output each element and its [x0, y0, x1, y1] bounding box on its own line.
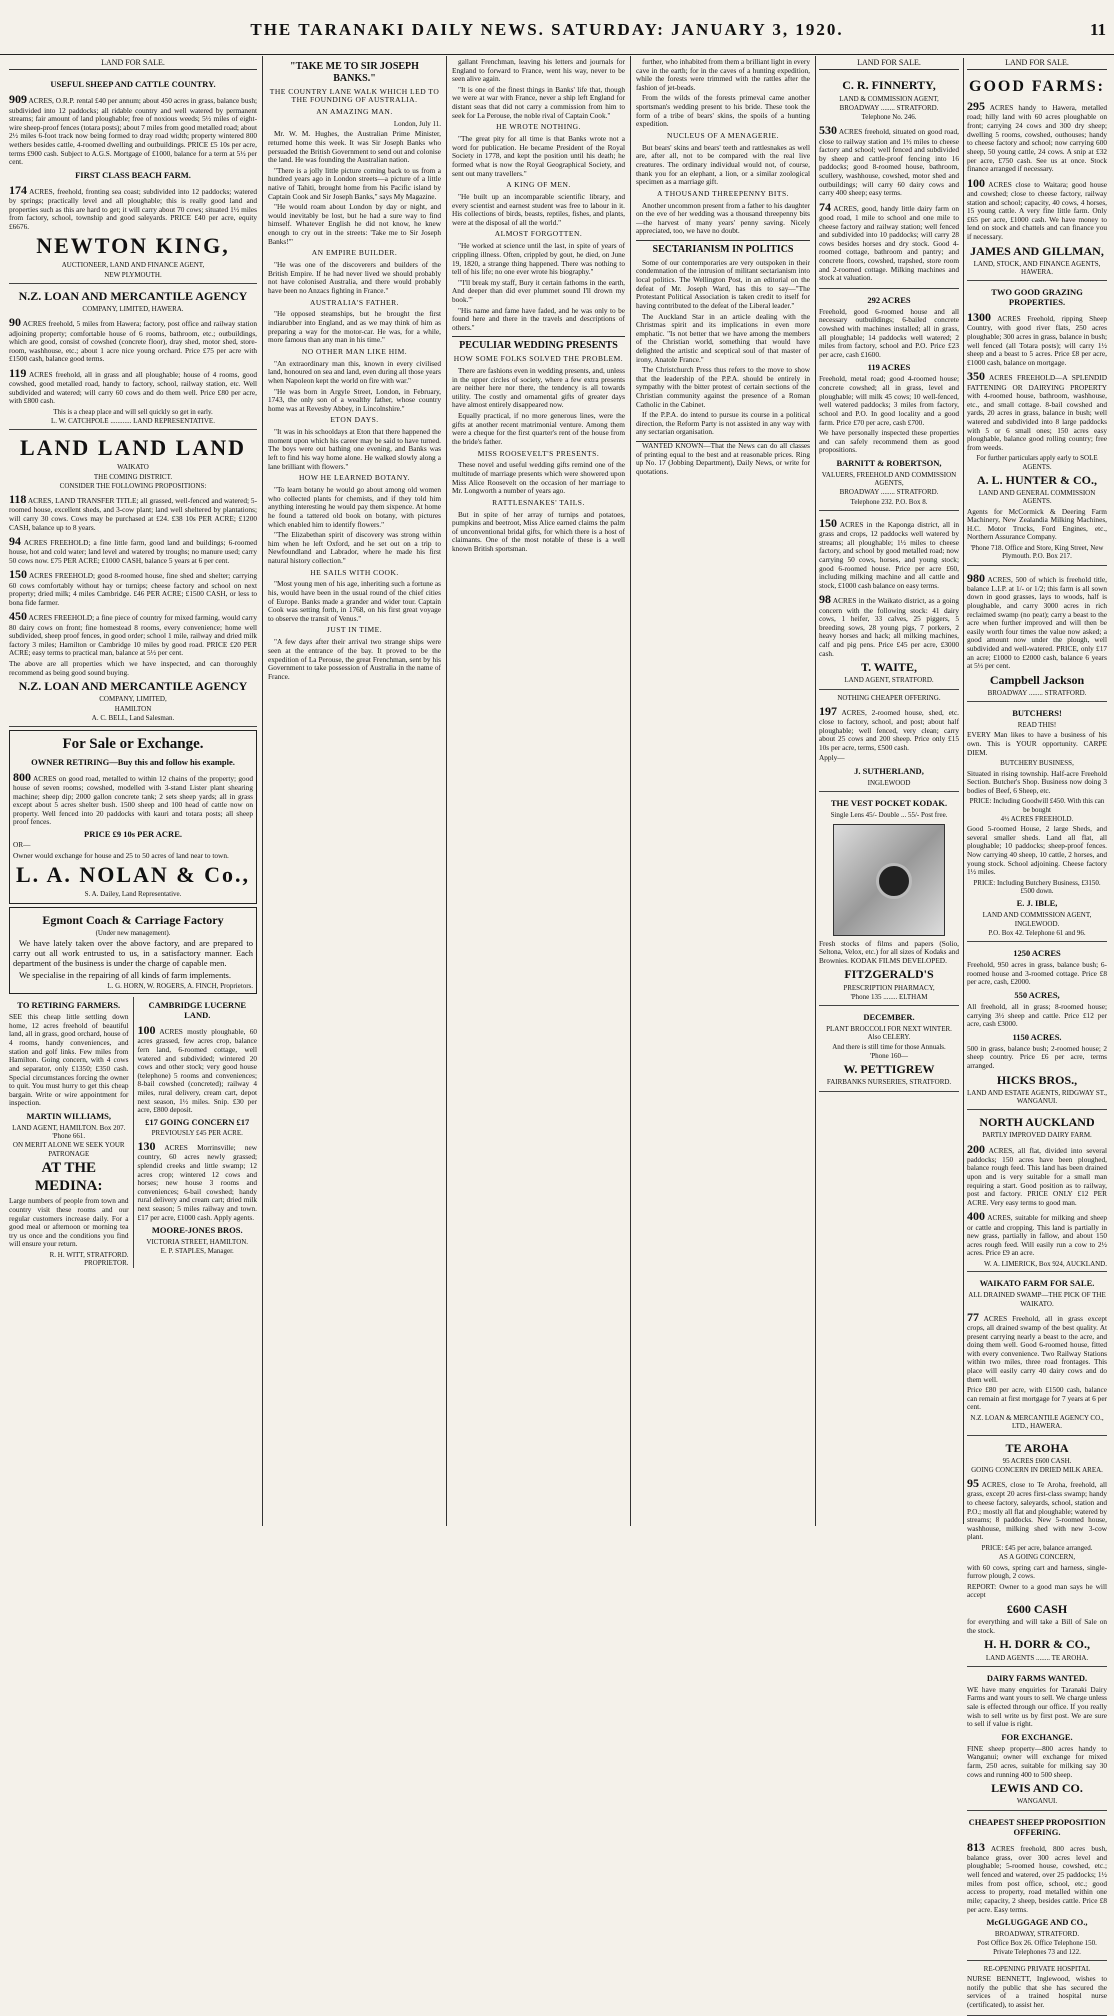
ad-mcgluggage [967, 1811, 1107, 1961]
agent-subtitle: FAIRBANKS NURSERIES, STRATFORD. [826, 1078, 952, 1087]
agent-subtitle: LAND AND ESTATE AGENTS, RIDGWAY ST., WANGANUI. [967, 1088, 1107, 1105]
property-listing: 94 ACRES FREEHOLD; a fine little farm, good land and buildings; 6-roomed house, hot and cold water; land level and watered by troughs; no manure used; carry 50 cows now. £75 PER ACRE; £1000 CASH, balance 5 years at 6 per cent. [9, 534, 258, 565]
ad-subtitle: OWNER RETIRING—Buy this and follow his example. [31, 756, 235, 767]
article-paragraph: "It was in his schooldays at Eton that there happened the moment upon which his career may be said to have turned. The boys were out bathing one evening, and Banks was left to find his way home alone. He walked slowly along a lane brilliant with flowers." [268, 427, 441, 471]
ad-title: GOOD FARMS: [969, 78, 1105, 96]
article-subhead: ETON DAYS. [330, 415, 379, 425]
section-header: LAND FOR SALE. [9, 58, 257, 70]
article-subhead: RATTLESNAKES' TAILS. [492, 497, 585, 507]
article-paragraph: "He was born in Argyle Street, London, in February, 1743, the only son of a wealthy father, whose country home was at Revesby Abbey, in Lincolnshire." [268, 386, 441, 413]
article-paragraph: "He opposed steamships, but he brought the first indiarubber into England, and as we may think of him as preparing a way for the motor-car. He was, for a while, more famous than any man in his time." [268, 309, 441, 345]
agent-subtitle: LAND AGENTS ........ TE AROHA. [985, 1653, 1089, 1662]
article-paragraph: "He would roam about London by day or night, and would inevitably be lost, but he had a sure way to find himself. Whatever English he did not know, he knew enough to cry out in the streets: 'Take me to Sir Joseph Banks!'" [268, 202, 441, 246]
article-paragraph: "Most young men of his age, inheriting such a fortune as his, would have been in the usual round of the chief cities of Europe. Banks made a grander and wider tour. Captain Cook was setting forth, in 1768, on his first great voyage to observe the transit of Venus." [268, 579, 441, 623]
ad-heading: TO RETIRING FARMERS. [17, 1000, 121, 1011]
article-subhead: JUST IN TIME. [326, 625, 383, 635]
agent-town: HAMILTON [114, 704, 152, 713]
article-subhead: A KING OF MEN. [506, 180, 571, 190]
column-4 [630, 56, 815, 1526]
price: PRICE: £45 per acre, balance arranged. [981, 1544, 1093, 1553]
exchange-text: Owner would exchange for house and 25 to 50 acres of land near to town. [13, 850, 229, 860]
column-2 [262, 56, 446, 1526]
agent-telephone: Post Office Box 26. Office Telephone 150. Private Telephones 73 and 122. [977, 1939, 1097, 1956]
manager: E. P. STAPLES, Manager. [160, 1247, 234, 1256]
agent-name: L. A. NOLAN & Co., [15, 862, 250, 888]
price: PRICE £9 10s PER ACRE. [84, 829, 182, 840]
bottom-row [9, 997, 257, 1267]
wanted-known-notice: WANTED KNOWN—That the News can do all classes of printing equal to the best and at reasonable prices. Ring up No. 17 (Jobbing Department), Daily News, or write for quotations. [636, 441, 810, 476]
article-subhead: A THOUSAND THREEPENNY BITS. [656, 188, 790, 198]
property-listing: 100 ACRES close to Waitara; good house and cowshed; close to cheese factory, railway station and school; capacity, 40 cows, 4 horses, 15 young cattle. A very fine little farm. Only £65 per acre, £1000 cash. We have money to lend on stock and chattels and can finance you if necessary. [967, 175, 1107, 241]
ad-heading: FIRST CLASS BEACH FARM. [75, 169, 191, 180]
article-paragraph: Another uncommon present from a father to his daughter on the eve of her wedding was a thousand threepenny bits—the harvest of many years' penny saving. Nicely appreciated, too, we have no doubt. [636, 200, 810, 236]
article-paragraph: "The Elizabethan spirit of discovery was strong within him when he left Oxford, and he set out on a trip to Newfoundland and Labrador, where he made his first natural history collection." [268, 530, 441, 565]
property-listing: 90 ACRES freehold, 5 miles from Hawera; factory, post office and railway station adjoining property; comfortable house of 6 rooms, bathroom, etc.; outbuildings, which are good, consist of cowshed (concrete floor), dray shed, motor shed, store-room, washhouse, etc.; about 1 acre nice young orchard. Price £75 per acre with £1500 cash, balance good terms. [9, 315, 257, 364]
ad-body: for everything and will take a Bill of Sale on the stock. [967, 1617, 1107, 1635]
ad-title: LAND LAND LAND [19, 435, 246, 461]
ad-subtitle: GOING CONCERN IN DRIED MILK AREA. [971, 1465, 1103, 1474]
ad-subtitle: READ THIS! [1017, 721, 1057, 730]
property-listing: 150 ACRES in the Kaponga district, all in grass and crops, 12 paddocks well watered by streams; all ploughable; 1½ miles to cheese factory, and school by good metalled road; now carrying 50 cows, horses, and young stock; good 6-roomed house. Price per acre £60, including milking machine and all cattle and stock, £1000 cash balance on easy terms. [819, 515, 959, 590]
ad-body: SEE this cheap little settling down home, 12 acres freehold of beautiful land, all in grass, good orchard, house of 4 rooms, handy conveniences, and station and golf links. Few miles from Hamilton. Going concern, with 4 cows and separator, only £1350; £350 cash. Special circumstances forcing the owner to quit. You must hurry to get this cheap bargain. Write or wire appointment for inspection. [9, 1012, 129, 1108]
property-listing: Good 5-roomed House, 2 large Sheds, and several smaller sheds. Land all flat, all ploughable; 10 paddocks; sheep-proof fences. Now carrying 40 sheep, 10 cattle, 2 horses, and young stock. School adjoining. Cheese factory 1½ miles. [967, 824, 1107, 877]
article-paragraph: "He worked at science until the last, in spite of years of crippling illness. Often, crippled by gout, he died, on June 19, 1820, a strange thing happened. There was nothing to tell of his life; no one ever wrote his biography." [452, 241, 625, 277]
agent-subtitle: LAND AGENT, HAMILTON. Box 207. 'Phone 661. [12, 1123, 126, 1141]
agent-name: N.Z. LOAN AND MERCANTILE AGENCY [18, 288, 248, 303]
ad-waikato-land [9, 430, 257, 727]
representative: L. W. CATCHPOLE ............ LAND REPRESENTATIVE. [51, 417, 215, 426]
newspaper-title: THE TARANAKI DAILY NEWS. SATURDAY: JANUARY 3, 1920. [250, 20, 844, 39]
article-paragraph: "There is a jolly little picture coming back to us from a hundred years ago in London streets—a picture of a little native of Tahiti, brought home from his Pacific island by Captain Cook and Sir Joseph Banks," says My Magazine. [268, 165, 441, 201]
note: The above are all properties which we have inspected, and can thoroughly recommend as being good sound buying. [9, 659, 257, 677]
pharmacy-subtitle: PRESCRIPTION PHARMACY, [843, 983, 935, 992]
agent-town: WANGANUI. [1016, 1797, 1058, 1806]
agent-name: E. J. IBLE, [1016, 898, 1058, 909]
agent-subtitle: AUCTIONEER, LAND AND FINANCE AGENT, [61, 261, 205, 270]
article-subhead: NUCLEUS OF A MENAGERIE. [667, 130, 779, 140]
agent-name: N.Z. LOAN & MERCANTILE AGENCY CO., LTD., HAWERA. [970, 1414, 1104, 1431]
property-listing: 980 ACRES, 500 of which is freehold title, balance L.I.P. at 1/- or 1/2; this farm is all sown down in good grasses, lays to woods, half is ploughable, and carry 3000 acres in rich reclaimed swamp (no peat); carry a beast to the acre when further improved and will then be easily worth four times the value now asked; a good amount now under the plough, well subdivided and well-watered. PRICE, only £17 an acre; £1000 to £2000 cash, balance 6 years at 5½ per cent. [967, 570, 1107, 671]
ad-heading: DECEMBER. [863, 1012, 915, 1023]
ad-body: And there is still time for those Annuals. [832, 1042, 946, 1051]
apply-label: Apply— [819, 753, 845, 763]
property-listing: 174 ACRES, freehold, fronting sea coast; subdivided into 12 paddocks; watered by springs; practically level and all ploughable; this is really good land and properties such as this are hard to get; it will carry about 70 cows; situated 1½ miles from factory, school, township and good saleyards. PRICE £40 per acre, equity £6676. [9, 182, 257, 231]
article-paragraph: Equally practical, if no more generous lines, were the gifts at another recent matrimonial venture. Among them were a cheque for the first quarter's rent of the house from the bride's father. [452, 411, 625, 446]
ad-heading: THE VEST POCKET KODAK. [830, 798, 948, 809]
agent-address: BROADWAY, STRATFORD. [994, 1930, 1080, 1939]
ad-heading: FOR EXCHANGE. [1001, 1731, 1073, 1742]
article-subhead: HOW SOME FOLKS SOLVED THE PROBLEM. [453, 354, 624, 364]
ad-north-auckland [967, 1110, 1107, 1272]
property-listing: 150 ACRES FREEHOLD; good 8-roomed house, fine shed and shelter; carrying 60 cows comfortably without hay or turnips; cheese factory and school on next property; dried milk; 4 miles Cambridge. £46 PER ACRE; £1500 CASH, or less to bona fide farmer. [9, 567, 257, 607]
ad-subtitle: ALL DRAINED SWAMP—THE PICK OF THE WAIKATO. [968, 1291, 1106, 1308]
ad-body: We have lately taken over the above factory, and are prepared to carry out all work entrusted to us, in a satisfactory manner. Each department of the business is under the charge of capable men. [13, 937, 253, 968]
agent-name: LEWIS AND CO. [991, 1781, 1083, 1796]
ad-finnerty [819, 73, 959, 288]
agent-subtitle: LAND AGENT, STRATFORD. [844, 676, 934, 685]
agent-town: INGLEWOOD [867, 779, 911, 788]
property-listing: 130 ACRES Morrinsville; new country, 60 acres newly grassed; splendid creeks and little swamp; 12 acres crop; wintered 12 cows and horses; new house 3 rooms and conveniences; 6-bail cowshed; handy rural delivery and cream cart; dried milk next season; 5 miles railway and town. £17 per acre, £1000 cash. Apply agents. [137, 1139, 257, 1222]
property-listing: 98 ACRES in the Waikato district, as a going concern with the following stock: 41 dairy cows, 1 heifer, 33 calves, 25 piggers, 5 breeding sows, 28 young pigs, 7 porkers, 2 heavy horses and hack; all milking machines, calf and pig pens. Price £45 per acre, £3000 cash. [819, 592, 959, 658]
article-paragraph: "It is one of the finest things in Banks' life that, though we were at war with France, never a ship left England for distant seas that did not carry a commission from him to seek for La Perouse, the noble rival of Captain Cook." [452, 84, 625, 120]
ad-heading: CAMBRIDGE LUCERNE LAND. [148, 1000, 247, 1021]
agent-telephone: Telephone No. 246. [861, 113, 917, 122]
property-listing: 800 ACRES on good road, metalled to within 12 chains of the property; good house of seven rooms; cowshed, modelled with 3-stand Lister plant shearing machine; sheep dip; 2000 gallon concrete tank; 2 sets sheep yards; all in grass except about 5 acres shelter bush. 1500 sheep and 100 head of cattle now on property. Well fenced into 20 paddocks with kauri and totara posts; all sheep proof fences. [13, 769, 254, 827]
ad-heading: TWO GOOD GRAZING PROPERTIES. [991, 287, 1083, 308]
or-label: OR— [13, 840, 31, 850]
camera-lens-icon [876, 863, 912, 899]
agent-name: MARTIN WILLIAMS, [26, 1110, 112, 1121]
agent-subtitle: COMPANY, LIMITED, [99, 695, 167, 704]
agent-name: C. R. FINNERTY, [842, 78, 936, 93]
ad-body: NURSE BENNETT, Inglewood, wishes to notify the public that she has secured the services of a trained hospital nurse (certificated), to assist her. [967, 1974, 1107, 2009]
ad-waite [819, 511, 959, 690]
ad-subtitle: AS A GOING CONCERN, [998, 1553, 1076, 1562]
agent-name: BARNITT & ROBERTSON, [836, 457, 942, 468]
property-listing: Freehold, metal road; good 4-roomed house; concrete cowshed; all in grass, level and ploughable; will milk 45 cows; 10 well-fenced, well watered paddocks; 3 miles from factory, school and P.O. In good locality and a good farm. Price £70 per acre, cash £700. [819, 374, 959, 427]
ad-pettigrew [819, 1006, 959, 1091]
article-paragraph: Mr. W. M. Hughes, the Australian Prime Minister, returned home this week. It was Sir Joseph Banks who persuaded the British Government to send out and colonise the land. He was founding the Australian nation. [268, 129, 441, 165]
article-subhead: NO OTHER MAN LIKE HIM. [301, 346, 408, 356]
agent-subtitle: LAND, STOCK, AND FINANCE AGENTS, HAWERA. [973, 259, 1101, 276]
ad-heading: BUTCHERS! [1012, 708, 1062, 719]
ad-campbell-jackson [967, 566, 1107, 703]
agent-subtitle: LAND AND COMMISSION AGENT, INGLEWOOD. [982, 911, 1092, 928]
ad-hunter [967, 281, 1107, 565]
article-paragraph: "An extraordinary man this, known in every civilised land, honoured on sea and land, even during all those years when Napoleon kept the world on fire with war." [268, 358, 441, 385]
ad-body: Fresh stocks of films and papers (Solio, Seltona, Velox, etc.) for all sizes of Kodaks and Brownies. KODAK FILMS DEVELOPED. [819, 938, 959, 965]
article-paragraph: "He was one of the discoverers and builders of the British Empire. If he had never lived we should probably not have colonised Australia, and there would probably have been no Anzacs fighting in France." [268, 260, 441, 295]
agent-subtitle: VICTORIA STREET, HAMILTON. [146, 1238, 249, 1247]
ad-body: with 60 cows, spring cart and harness, single-furrow plough, 2 cows. [967, 1562, 1107, 1581]
agent-name: McGLUGGAGE AND CO., [986, 1917, 1088, 1928]
ad-body: FINE sheep property—800 acres handy to Wanganui; owner will exchange for mixed farm, 250 acres, suitable for milking say 30 cows and running 400 to 500 sheep. [967, 1743, 1107, 1779]
price: £600 CASH [1006, 1601, 1068, 1616]
agent-subtitle: VALUERS, FREEHOLD AND COMMISSION AGENTS, [821, 470, 957, 488]
property-listing: 400 ACRES, suitable for milking and sheep or cattle and cropping. This land is partially in new grass, partially in fallow, and about 150 acres rough feed. Will easily run a cow to 2½ acres. Price £9 an acre. [967, 1209, 1107, 1258]
column-5 [815, 56, 1110, 2009]
proprietors: L. G. HORN, W. ROGERS, A. FINCH, Proprietors. [107, 982, 253, 990]
ad-te-aroha [967, 1436, 1107, 1667]
property-listing: Freehold, good 6-roomed house and all necessary outbuildings; 6-bailed concrete cowshed with machines installed; all in grass, all ploughable; 14 paddocks well watered; 2 miles from factory, school and P.O. Price £23 per acre, cash £1600. [819, 306, 959, 359]
column-3 [446, 56, 630, 1526]
masthead [0, 0, 1114, 55]
agent-subtitle: LAND AND GENERAL COMMISSION AGENTS. [978, 489, 1096, 506]
property-listing: 450 ACRES FREEHOLD; a fine piece of country for mixed farming, would carry 80 dairy cows on front; fine homestead 8 rooms, every convenience; home well subdivided, sheep proof fences, in good order; school 1 mile, railway and dried milk factory 3 miles; Hamilton or Cambridge 10 miles by good road. PRICE £20 PER ACRE; easy terms to practical man, balance at 5½ per cent. [9, 609, 257, 658]
ad-body: EVERY Man likes to have a business of his own. This is YOUR opportunity. CARPE DIEM. [967, 730, 1107, 757]
agent-name: H. H. DORR & CO., [984, 1637, 1090, 1652]
article-subhead: HOW HE LEARNED BOTANY. [299, 473, 410, 483]
column-5a [819, 58, 959, 1524]
article-subhead: AUSTRALIA'S FATHER. [309, 297, 400, 307]
agent-address: BROADWAY ........ STRATFORD. [839, 103, 939, 112]
article-paragraph: "A few days after their arrival two strange ships were seen at the entrance of the bay. It proved to be the expedition of La Perouse, the great Frenchman, sent by his Government to take possession of Australia in the name of France. [268, 637, 441, 681]
ad-body: PLANT BROCCOLI FOR NEXT WINTER. Also CELERY. [826, 1025, 952, 1042]
ad-heading: BUTCHERY BUSINESS, [1000, 759, 1074, 768]
ad-kodak [819, 792, 959, 1006]
agent-name: T. WAITE, [861, 660, 917, 675]
article-paragraph: "He built up an incomparable scientific library, and every scientist and earnest student was free to labour in it. His collections of birds, beasts, reptiles, fishes, and plants, were at the disposal of all the world." [452, 192, 625, 227]
ad-telephone: 'Phone 160— [869, 1051, 908, 1060]
ad-subtitle: (Under new management). [95, 928, 171, 937]
article-paragraph: There are fashions even in wedding presents, and, unless in the upper circles of society, where a few extra presents are neither here nor there, the tendency is all towards utility. The costly and ornamental gifts of greater days have almost entirely disappeared now. [452, 366, 625, 410]
pharmacy-name: FITZGERALD'S [844, 967, 934, 982]
ad-heading: DAIRY FARMS WANTED. [986, 1672, 1088, 1683]
article-subhead: AN AMAZING MAN. [316, 107, 393, 117]
property-listing: 909 ACRES, O.R.P. rental £40 per annum; about 450 acres in grass, balance bush; subdivided into 12 paddocks; all ridable country and well watered by permanent streams; fair amount of land ploughable; free of noxious weeds; 5½ miles of eight-wire sheep-proof fences (totara posts); about 7 miles from good metalled road; about 2½ miles 6-foot track now being formed to dray road width; property wintered 800 wethers besides cattle, 4-roomed dwelling and outbuildings. PRICE £5 10s per acre, terms £900 cash. Subject to A.G.S. Mortgage of £1000, balance for a term at 5½ per cent. [9, 92, 257, 167]
ad-heading: RE-OPENING PRIVATE HOSPITAL [983, 1964, 1091, 1973]
ad-title: TE AROHA [1005, 1440, 1069, 1455]
ad-subtitle: CONSIDER THE FOLLOWING PROPOSITIONS: [59, 481, 207, 490]
article-subhead: THE COUNTRY LANE WALK WHICH LED TO THE FOUNDING OF AUSTRALIA. [269, 86, 440, 105]
article-paragraph: "To learn botany he would go about among old women who collected plants for chemists, and if they told him anything interesting he would pay them sixpence. At home he found a tattered old book on botany, with pictures which enabled him to identify flowers." [268, 485, 441, 529]
agent-name: Campbell Jackson [989, 672, 1085, 687]
note: This is a cheap place and will sell quickly so get in early. [53, 407, 213, 416]
listing-heading: 550 ACRES, [1014, 989, 1060, 1000]
note: We have personally inspected these properties and can safely recommend them as good propositions. [819, 428, 959, 455]
agent-name: J. SUTHERLAND, [854, 766, 924, 777]
article-paragraph: From the wilds of the forests primeval came another sportsman's wedding present to his bride. These took the form of a tribe of bears' skins, the spoils of a hunting expedition. [636, 93, 810, 129]
section-header: LAND FOR SALE. [967, 58, 1107, 70]
ad-title: For Sale or Exchange. [62, 736, 204, 753]
article-subhead: MISS ROOSEVELT'S PRESENTS. [477, 448, 600, 458]
ad-heading: NOTHING CHEAPER OFFERING. [837, 693, 941, 702]
property-listing: 813 ACRES freehold, 800 acres bush, balance grass, over 300 acres level and ploughable; 5-roomed house, cowshed, etc.; well fenced and watered, over 25 paddocks; 1½ miles from post office, school, etc.; good access to property, road metalled within one mile; capacity, 2 sheep, besides cattle. Price £8 per acre. Easy terms. [967, 1839, 1107, 1914]
price: £17 GOING CONCERN £17 [145, 1116, 250, 1127]
ad-heading: USEFUL SHEEP AND CATTLE COUNTRY. [50, 79, 216, 90]
ad-retiring-farmers [9, 997, 129, 1267]
ad-subtitle: 95 ACRES £600 CASH. [1002, 1456, 1072, 1465]
price: Single Lens 45/- Double ... 55/- Post free. [830, 811, 948, 820]
agent-telephone: 'Phone 718. Office and Store, King Street, New Plymouth. P.O. Box 217. [970, 544, 1104, 561]
ad-barnitt-robertson [819, 289, 959, 511]
article-paragraph: "His name and fame have faded, and he was only to be found here and there in the travels and descriptions of others." [452, 305, 625, 332]
listing-heading: 1150 ACRES. [1012, 1031, 1062, 1042]
column-1 [4, 56, 262, 1526]
ad-dairy-wanted [967, 1667, 1107, 1811]
agent-signature: W. A. LIMERICK, Box 924, AUCKLAND. [983, 1260, 1107, 1269]
agent-telephone: Telephone 232. P.O. Box 8. [850, 497, 928, 506]
property-listing: 350 ACRES FREEHOLD—A SPLENDID FATTENING OR DAIRYING PROPERTY with 4-roomed house, bathroom, washhouse, etc., and small cottage. 8-bail cowshed and yards, 20 acres in grass, balance in bush; well watered and subdivided into 8 large paddocks with 5 or 6 small ones; 150 acres easy ploughable, balance good rolling country; free from weeds. [967, 369, 1107, 452]
representative: S. A. Dailey, Land Representative. [84, 890, 182, 899]
camera-illustration [833, 824, 945, 936]
agent-name: MOORE-JONES BROS. [151, 1225, 243, 1236]
article-paragraph: The Christchurch Press thus refers to the move to show that the leadership of the P.P.A. should be entirely in sympathy with the bitter protest of certain sections of the Christian community against the presence of a Roman Catholic in the Cabinet. [636, 365, 810, 409]
note: For further particulars apply early to SOLE AGENTS. [976, 454, 1098, 471]
ad-subtitle: PARTLY IMPROVED DAIRY FARM. [982, 1131, 1092, 1140]
property-listing: 95 ACRES, close to Te Aroha, freehold, all grass, except 20 acres first-class swamp; handy to cheese factory, saleyards, school, station and P.O.; mostly all flat and ploughable; watered by streams; 8 paddocks. New 5-roomed house, washhouse, milking shed with new 3-cow plant. [967, 1476, 1107, 1542]
ad-body: Situated in rising township. Half-acre Freehold Section. Butcher's Shop. Business now doing 3 bodies of Beef, 6 Sheep, etc. [967, 768, 1107, 795]
ad-sutherland [819, 690, 959, 793]
article-paragraph: The Auckland Star in an article dealing with the Christmas spirit and its implications in even more emphatic. "Is not better that we have among the members of the Christian world, something that would have delighted the artistic and sceptical soul of that master of irony, Anatole France." [636, 311, 810, 364]
property-listing: 118 ACRES, LAND TRANSFER TITLE; all grassed, well-fenced and watered; 5-roomed house, excellent sheds, and 3-cow plant; land well sheltered by plantations; will carry 30 cows. Cows may be purchased at £24. £38 10s PER ACRE; £1200 CASH, balance up to 8 years. [9, 492, 257, 532]
ad-body: Agents for McCormick & Deering Farm Machinery, New Zealandia Milking Machines, H.C. Motor Trucks, Ford Engines, etc., Northern Assurance Company. [967, 506, 1107, 542]
ad-hicks [967, 942, 1107, 1110]
agent-subtitle: LAND & COMMISSION AGENT, [839, 94, 939, 103]
ad-body: REPORT: Owner to a good man says he will accept [967, 1581, 1107, 1600]
ad-newton-king [9, 73, 257, 284]
article-paragraph: But in spite of her array of turnips and potatoes, pumpkins and beetroot, Miss Alice earned claims the palm of unconventional bridal gifts, for which there is a host of claimants. One of the most notable of these is a well known British sportsman. [452, 509, 625, 554]
property-listing: All freehold, all in grass; 8-roomed house; carrying 3½ sheep and cattle. Price £12 per acre, cash £3000. [967, 1001, 1107, 1029]
medina-title: AT THE MEDINA: [35, 1159, 103, 1194]
property-listing: 197 ACRES, 2-roomed house, shed, etc. close to factory, school, and post; about half ploughable; well fenced, very clean; carry about 25 cows and 200 sheep. Price only £15 10s per acre, terms, £500 cash. [819, 703, 960, 752]
listing-heading: 292 ACRES [867, 294, 911, 305]
listing-heading: 4½ ACRES FREEHOLD. [1000, 814, 1074, 823]
property-listing: 77 ACRES Freehold, all in grass except crops, all drained swamp of the best quality. At present carrying nearly a beast to the acre, and doing them well. Good 6-roomed house, fitted with every convenience. Two Railway Stations within two miles, three road frontages. This place will easily carry 40 dairy cows and do them well. [967, 1309, 1107, 1384]
agent-name: N.Z. LOAN AND MERCANTILE AGENCY [18, 679, 248, 694]
ad-for-sale-or-exchange [9, 730, 257, 903]
listing-heading: 119 ACRES [867, 362, 911, 373]
dateline: London, July 11. [393, 120, 441, 129]
ad-subtitle: PREVIOUSLY £45 PER ACRE. [151, 1128, 243, 1137]
column-5b [963, 58, 1108, 2009]
ad-title: Egmont Coach & Carriage Factory [42, 912, 224, 927]
price: Price £80 per acre, with £1500 cash, balance can remain at first mortgage for 7 years at 6 per cent. [967, 1385, 1107, 1412]
article-paragraph: "The great pity for all time is that Banks wrote not a word for publication. He became President of the Royal Society in 1778, and kept the position until his death; he formed what is now the Royal Geographical Society, and sent out many travellers." [452, 134, 625, 178]
agent-address: BROADWAY ........ STRATFORD. [839, 488, 939, 497]
price: PRICE: Including Butchery Business, £3150. £500 down. [973, 878, 1101, 896]
agent-town: NEW PLYMOUTH. [104, 270, 162, 279]
article-paragraph: Some of our contemporaries are very outspoken in their condemnation of the intrusion of militant sectarianism into local politics. The Wellington Post, in an editorial on the defeat of Mr. Joseph Ward, has this to say—"The Protestant Political Association is taken credit to itself for having contributed to the defeat of the Liberal leader." [636, 257, 810, 310]
article-paragraph: These novel and useful wedding gifts remind one of the multitude of marriage presents which were showered upon Miss Alice Roosevelt on the occasion of her marriage to Mr. Longworth a number of years ago. [452, 460, 625, 496]
agent-subtitle: COMPANY, LIMITED, HAWERA. [82, 305, 184, 314]
medina-proprietor: R. H. WITT, STRATFORD. PROPRIETOR. [49, 1251, 129, 1268]
article-paragraph: But bears' skins and bears' teeth and rattlesnakes as well are, after all, not to be compared with the real live creatures. The ordinary individual would not, of course, thank you for an elephant, a lion, or a similar zoological specimen as a marriage gift. [636, 142, 810, 187]
ad-heading: WAIKATO FARM FOR SALE. [979, 1278, 1095, 1289]
article-paragraph: "'I'll break my staff, Bury it certain fathoms in the earth, And deeper than did ever plummet sound I'll drown my book.'" [452, 277, 625, 304]
property-listing: 1300 ACRES Freehold, ripping Sheep Country, with good river flats, 250 acres ploughable; 300 acres in grass, balance in bush; well fenced (all Totara posts); will carry 1½ sheep and a beast to 5 acres. Price £8 per acre, £1000 cash, balance on mortgage. [967, 310, 1108, 367]
property-listing: 119 ACRES freehold, all in grass and all ploughable; house of 4 rooms, good cowshed, good metalled road, handy to factory, school, railway station, etc. Well subdivided and watered; will carry 60 cows and do them well. Price £80 per acre, with £800 cash. [9, 365, 257, 406]
article-subhead: ALMOST FORGOTTEN. [494, 229, 583, 239]
article-subhead: AN EMPIRE BUILDER. [311, 248, 398, 258]
ad-egmont-coach [9, 907, 257, 995]
article-subhead: HE WROTE NOTHING. [496, 122, 581, 132]
article-paragraph: further, who inhabited from them a brilliant light in every cave in the earth; for in the caves of a hunting expedition, while the forests were trimmed with the rattles after the fashion of jet-beads. [636, 57, 810, 92]
ad-butchers [967, 702, 1107, 942]
ad-subtitle: WAIKATO [117, 463, 149, 472]
ad-body: We specialise in the repairing of all kinds of farm implements. [19, 969, 231, 980]
ad-title: NORTH AUCKLAND [979, 1115, 1095, 1130]
representative: A. C. BELL, Land Salesman. [91, 713, 175, 722]
article-headline: SECTARIANISM IN POLITICS [652, 244, 794, 256]
article-headline: PECULIAR WEDDING PRESENTS [459, 340, 618, 352]
ad-waikato-farm [967, 1272, 1107, 1435]
agent-name: W. PETTIGREW [843, 1062, 935, 1077]
property-listing: Freehold, 950 acres in grass, balance bush; 6-roomed house and 3-roomed cottage. Price £8 per acre, cash, £2000. [967, 960, 1107, 987]
article-subhead: HE SAILS WITH COOK. [310, 567, 399, 577]
ad-nz-loan-hawera [9, 284, 257, 430]
agent-name: A. L. HUNTER & CO., [976, 472, 1097, 487]
agent-telephone: P.O. Box 42. Telephone 61 and 96. [988, 928, 1086, 937]
agent-name: HICKS BROS., [996, 1072, 1078, 1087]
ad-subtitle: THE COMING DISTRICT. [93, 472, 173, 481]
pharmacy-telephone: 'Phone 135 ........ ELTHAM [850, 992, 928, 1001]
listing-heading: 1250 ACRES [1013, 948, 1061, 959]
property-listing: 100 ACRES mostly ploughable, 60 acres grassed, few acres crop, balance fern land, 6-roomed cottage, well watered and subdivided; wintered 20 cows and other stock; very good house (telephone) 5 rooms and conveniences; 8-bail cowshed (concreted); railway 4 miles, rural delivery, cream cart, depot next season, 1½ miles. Snip. £30 per acre, £800 deposit. [137, 1023, 257, 1115]
article-headline: "TAKE ME TO SIR JOSEPH BANKS." [290, 61, 419, 84]
ad-cambridge-lucerne [133, 997, 258, 1267]
ad-private-hospital [967, 1961, 1107, 2016]
agent-name: JAMES AND GILLMAN, [970, 243, 1104, 258]
agent-name: NEWTON KING, [36, 233, 230, 259]
medina-body: Large numbers of people from town and country visit these rooms and our regular customers increase daily. For a good meal or afternoon or morning tea try us once and the conditions you find will ensure your return. [9, 1196, 129, 1249]
property-listing: 295 ACRES handy to Hawera, metalled road; hilly land with 60 acres ploughable on front; carrying 24 cows and 300 dry sheep; dwelling 5 rooms, cowshed, outhouses; handy to cheese factory and school; now carrying 600 sheep, 50 young cattle, 24 cows. A snip at £32 per acre, £750 cash. See us at once. Stock finance arranged if necessary. [967, 99, 1107, 174]
article-paragraph: gallant Frenchman, leaving his letters and journals for England to forward to France, went his way, never to be seen alive again. [452, 57, 625, 84]
agent-address: BROADWAY ........ STRATFORD. [987, 688, 1087, 697]
section-header: LAND FOR SALE. [819, 58, 959, 70]
medina-tagline: ON MERIT ALONE WE SEEK YOUR PATRONAGE [12, 1141, 125, 1158]
property-listing: 200 ACRES, all flat, divided into several paddocks; 150 acres have been ploughed, balance rough feed. This land has been drained upon and is very suitable for a small man requiring a start. Good position as to railway, post and factory. PRICE ONLY £12 PER ACRE. Very easy terms to good man. [967, 1141, 1107, 1207]
property-listing: 500 in grass, balance bush; 2-roomed house; 2 sheep country. Price £6 per acre, terms arranged. [967, 1043, 1107, 1070]
property-listing: 530 ACRES freehold, situated on good road, close to railway station and 1½ miles to cheese factory and school; well fenced and subdivided by sheep and cattle-proof fencing into 16 paddocks; good 8-roomed house, bathroom, scullery, washhouse, cowshed, motor shed and outbuildings; will carry 60 dairy cows and carry 400 sheep; easy terms. [819, 123, 959, 198]
ad-heading: CHEAPEST SHEEP PROPOSITION OFFERING. [968, 1816, 1106, 1837]
ad-body: WE have many enquiries for Taranaki Dairy Farms and want yours to sell. We charge unless sale is effected through our office. If you really wish to sell write us by first post. We are sure to sell if value is right. [967, 1684, 1107, 1729]
property-listing: 74 ACRES, good, handy little dairy farm on good road, 1 mile to school and one mile to cheese factory and railway station; well fenced and subdivided into 10 paddocks; will carry 28 cows besides horses and dry stock. Good 4-roomed cottage, bathroom and pantry; and concrete floors, cowshed, trapshed, store room and 2-roomed cottage. Milking machines and stock at valuation. [819, 199, 960, 283]
page-number: 11 [1089, 20, 1106, 39]
article-paragraph: If the P.P.A. do intend to pursue its course in a political direction, the Reform Party is not assisted in any way with any sectarian organisation. [636, 410, 810, 437]
price: PRICE: Including Goodwill £450. With this can be bought [969, 797, 1105, 814]
ad-james-gillman [967, 73, 1107, 281]
